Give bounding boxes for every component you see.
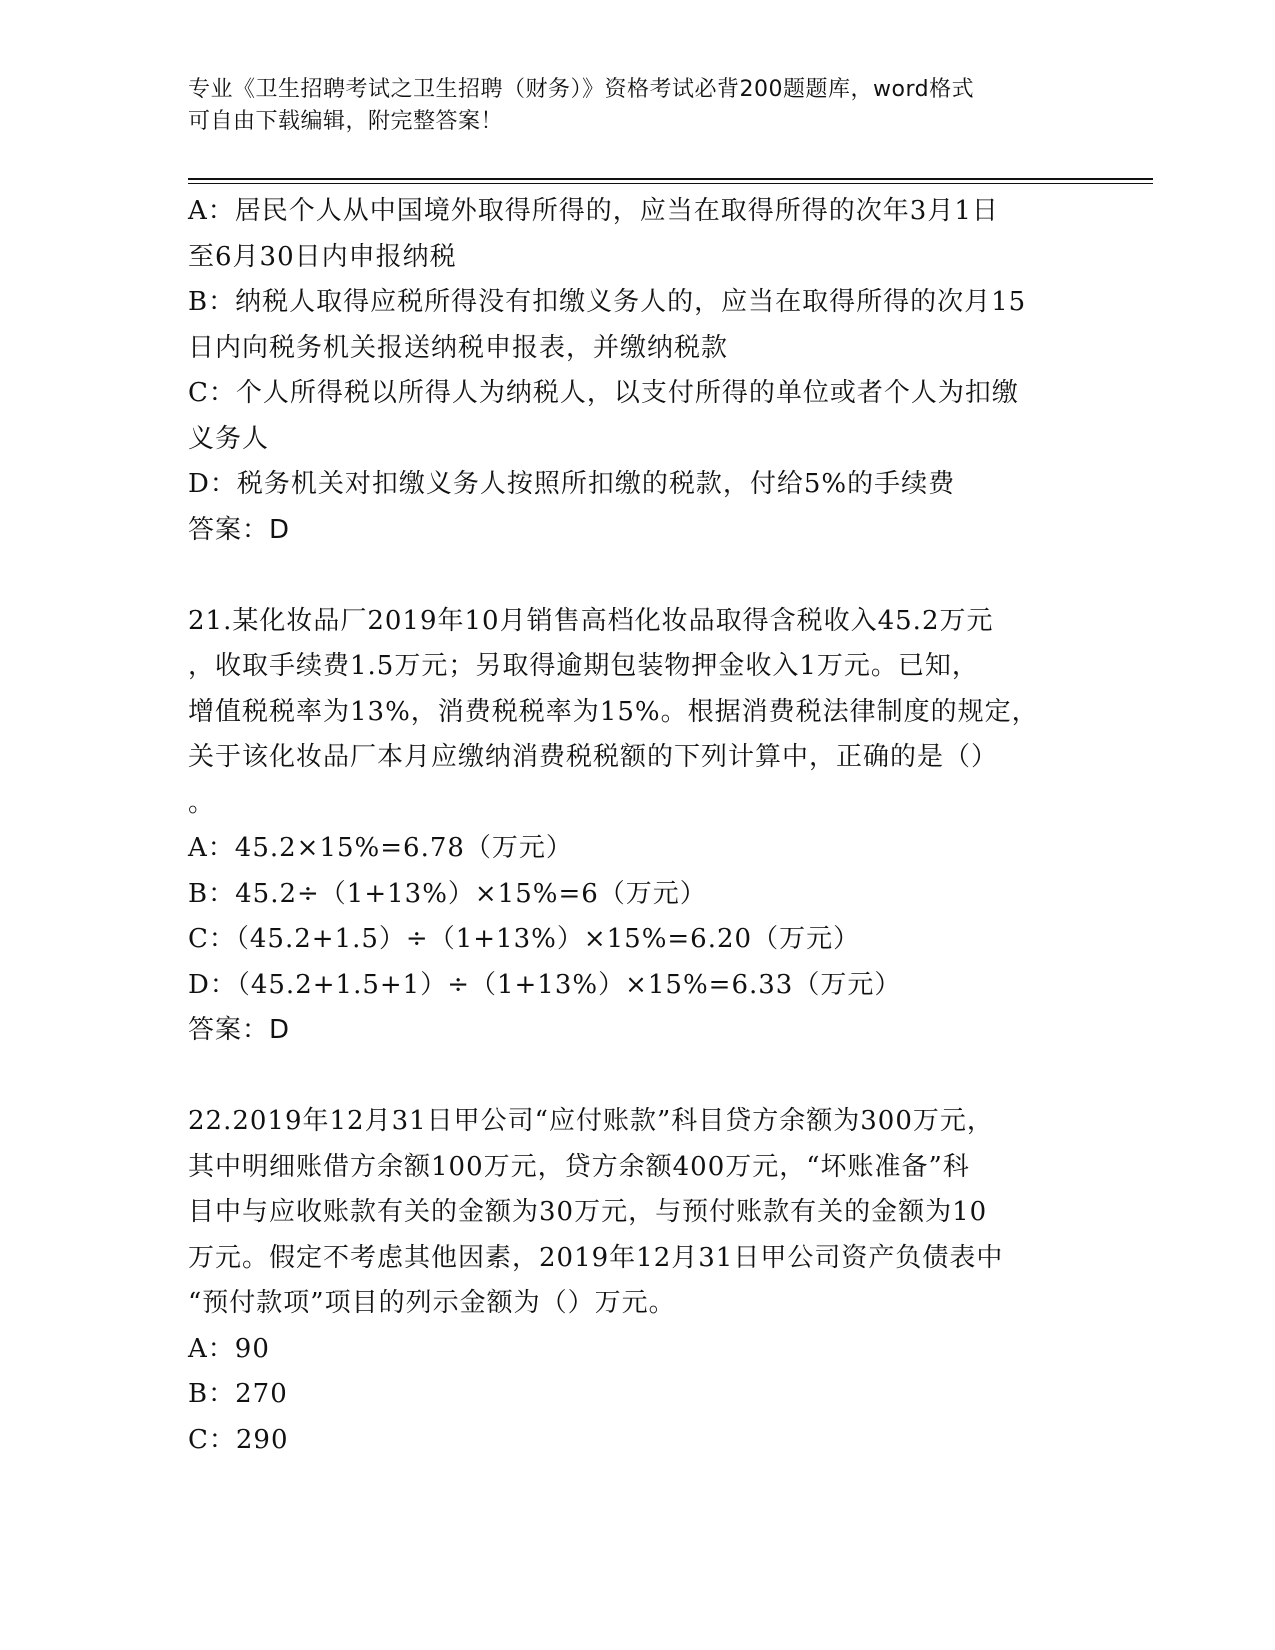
q20-option-c-line2: 义务人: [188, 423, 270, 454]
q21-stem-line5: 。: [188, 787, 216, 818]
spacer: [188, 1054, 1088, 1100]
question-22: [188, 1099, 1088, 1463]
q20-option-a-line1: A：居民个人从中国境外取得所得的，应当在取得所得的次年3月1日: [188, 196, 999, 226]
q22-option-a: A：90: [188, 1333, 270, 1364]
q22-stem-line2: 其中明细账借方余额100万元，贷方余额400万元，“坏账准备”科: [188, 1151, 970, 1182]
q21-option-b: B：45.2÷（1+13%）×15%=6（万元）: [188, 878, 707, 909]
q21-option-a: A：45.2×15%=6.78（万元）: [188, 833, 573, 863]
header-line-1: 专业《卫生招聘考试之卫生招聘（财务）》资格考试必背200题题库，word格式: [188, 77, 975, 102]
q20-option-b-line1: B：纳税人取得应税所得没有扣缴义务人的，应当在取得所得的次月15: [188, 287, 1027, 317]
q22-stem-line3: 目中与应收账款有关的金额为30万元，与预付账款有关的金额为10: [188, 1197, 988, 1227]
q21-stem-line2: ，收取手续费1.5万元；另取得逾期包装物押金收入1万元。已知，: [188, 651, 979, 681]
q22-stem-line5: “预付款项”项目的列示金额为（）万元。: [188, 1288, 676, 1318]
header-line-2: 可自由下载编辑，附完整答案！: [188, 109, 504, 134]
question-21: [188, 599, 1088, 1054]
header-divider-thin: [188, 183, 1153, 184]
q21-option-c: C：（45.2+1.5）÷（1+13%）×15%=6.20（万元）: [188, 924, 861, 954]
header-divider-thick: [188, 178, 1153, 180]
q20-option-a-line2: 至6月30日内申报纳税: [188, 241, 457, 272]
q22-stem-line4: 万元。假定不考虑其他因素，2019年12月31日甲公司资产负债表中: [188, 1242, 1004, 1273]
spacer: [188, 553, 1088, 599]
q21-stem-line4: 关于该化妆品厂本月应缴纳消费税税额的下列计算中，正确的是（）: [188, 742, 999, 772]
q21-option-d: D：（45.2+1.5+1）÷（1+13%）×15%=6.33（万元）: [188, 969, 902, 1000]
question-20-options: [188, 189, 1088, 553]
q20-option-b-line2: 日内向税务机关报送纳税申报表，并缴纳税款: [188, 332, 729, 363]
q20-answer: 答案：D: [188, 514, 291, 545]
document-body: [188, 189, 1088, 1463]
q22-option-b: B：270: [188, 1379, 288, 1409]
q22-option-c: C：290: [188, 1424, 289, 1455]
q20-option-d: D：税务机关对扣缴义务人按照所扣缴的税款，付给5%的手续费: [188, 469, 956, 499]
q20-option-c-line1: C：个人所得税以所得人为纳税人，以支付所得的单位或者个人为扣缴: [188, 378, 1019, 408]
q22-stem-line1: 22.2019年12月31日甲公司“应付账款”科目贷方余额为300万元，: [188, 1106, 994, 1136]
q21-stem-line3: 增值税税率为13%，消费税税率为15%。根据消费税法律制度的规定，: [188, 696, 1039, 727]
document-header: [188, 74, 1068, 138]
q21-answer: 答案：D: [188, 1015, 291, 1045]
q21-stem-line1: 21.某化妆品厂2019年10月销售高档化妆品取得含税收入45.2万元: [188, 605, 994, 636]
